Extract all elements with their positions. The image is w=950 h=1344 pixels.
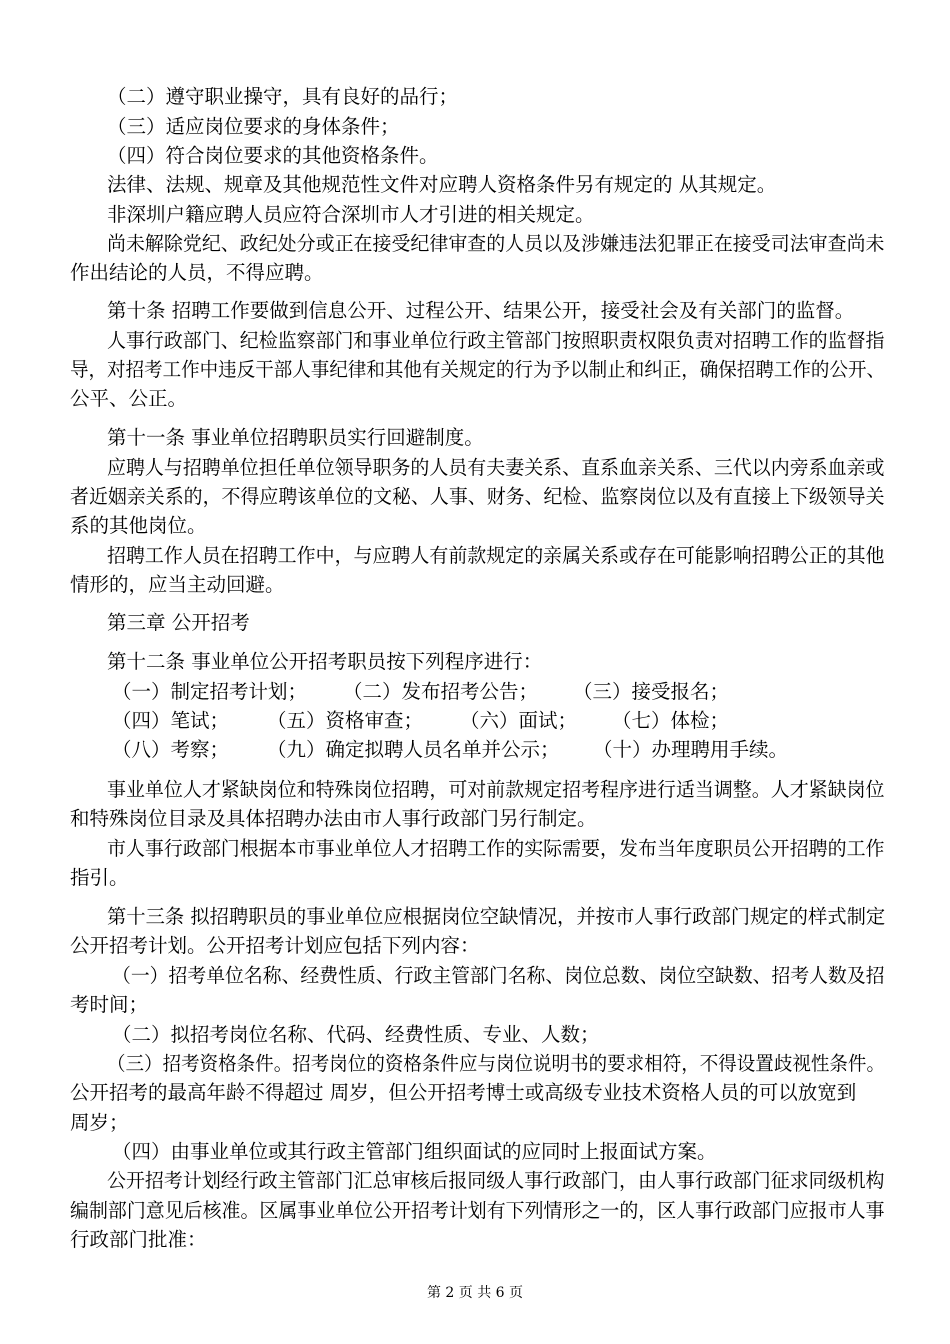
text-line: 行政部门批准： [70,1228,207,1251]
text-line: 作出结论的人员，不得应聘。 [70,261,324,284]
procedure-item: （一）制定招考计划； [112,680,308,703]
text-line: （二）遵守职业操守，具有良好的品行； [107,85,459,108]
text-line: 市人事行政部门根据本市事业单位人才招聘工作的实际需要，发布当年度职员公开招聘的工作 [107,837,885,860]
text-line: 周岁； [70,1111,129,1134]
procedure-item: （五）资格审查； [267,709,424,732]
article-heading: 第十一条 事业单位招聘职员实行回避制度。 [107,426,484,449]
text-line: 和特殊岗位目录及具体招聘办法由市人事行政部门另行制定。 [70,807,597,830]
text-line: （二）拟招考岗位名称、代码、经费性质、专业、人数； [112,1023,600,1046]
procedure-item: （七）体检； [612,709,730,732]
text-line: 法律、法规、规章及其他规范性文件对应聘人资格条件另有规定的 从其规定。 [107,173,777,196]
page-footer: 第 2 页 共 6 页 [426,1285,524,1301]
text-line: 公平、公正。 [70,387,188,410]
text-line: （四）由事业单位或其行政主管部门组织面试的应同时上报面试方案。 [112,1140,717,1163]
text-line: 导，对招考工作中违反干部人事纪律和其他有关规定的行为予以制止和纠正，确保招聘工作的公开、 [70,358,886,381]
procedure-item: （六）面试； [460,709,578,732]
text-line: 非深圳户籍应聘人员应符合深圳市人才引进的相关规定。 [107,203,595,226]
article-heading: 第十二条 事业单位公开招考职员按下列程序进行： [107,650,543,673]
text-line: 系的其他岗位。 [70,514,207,537]
text-line: 人事行政部门、纪检监察部门和事业单位行政主管部门按照职责权限负责对招聘工作的监督指 [107,329,885,352]
procedure-item: （四）笔试； [112,709,230,732]
text-line: 公开招考的最高年龄不得超过 周岁，但公开招考博士或高级专业技术资格人员的可以放宽到 [70,1081,857,1104]
chapter-heading: 第三章 公开招考 [107,611,250,634]
text-line: 事业单位人才紧缺岗位和特殊岗位招聘，可对前款规定招考程序进行适当调整。人才紧缺岗位 [107,778,885,801]
text-line: 公开招考计划。公开招考计划应包括下列内容： [70,934,480,957]
article-heading: 第十三条 拟招聘职员的事业单位应根据岗位空缺情况，并按市人事行政部门规定的样式制定 [107,905,886,928]
text-line: 考时间； [70,993,149,1016]
procedure-item: （三）接受报名； [573,680,730,703]
text-line: （三）招考资格条件。招考岗位的资格条件应与岗位说明书的要求相符，不得设置歧视性条件。 [107,1052,885,1075]
article-heading: 第十条 招聘工作要做到信息公开、过程公开、结果公开，接受社会及有关部门的监督。 [107,299,855,322]
text-line: 情形的，应当主动回避。 [70,573,285,596]
procedure-item: （八）考察； [112,738,230,761]
procedure-item: （十）办理聘用手续。 [593,738,789,761]
text-line: （四）符合岗位要求的其他资格条件。 [107,144,439,167]
text-line: （一）招考单位名称、经费性质、行政主管部门名称、岗位总数、岗位空缺数、招考人数及招 [112,964,885,987]
text-line: 指引。 [70,866,129,889]
text-line: 应聘人与招聘单位担任单位领导职务的人员有夫妻关系、直系血亲关系、三代以内旁系血亲或 [107,456,885,479]
text-line: 编制部门意见后核准。区属事业单位公开招考计划有下列情形之一的，区人事行政部门应报市人事 [70,1199,885,1222]
text-line: 者近姻亲关系的，不得应聘该单位的文秘、人事、财务、纪检、监察岗位以及有直接上下级领导关 [70,485,885,508]
procedure-item: （二）发布招考公告； [343,680,539,703]
procedure-item: （九）确定拟聘人员名单并公示； [267,738,560,761]
text-line: 尚未解除党纪、政纪处分或正在接受纪律审查的人员以及涉嫌违法犯罪正在接受司法审查尚未 [107,232,885,255]
text-line: 公开招考计划经行政主管部门汇总审核后报同级人事行政部门，由人事行政部门征求同级机构 [107,1169,885,1192]
text-line: （三）适应岗位要求的身体条件； [107,115,400,138]
text-line: 招聘工作人员在招聘工作中，与应聘人有前款规定的亲属关系或存在可能影响招聘公正的其他 [107,544,885,567]
